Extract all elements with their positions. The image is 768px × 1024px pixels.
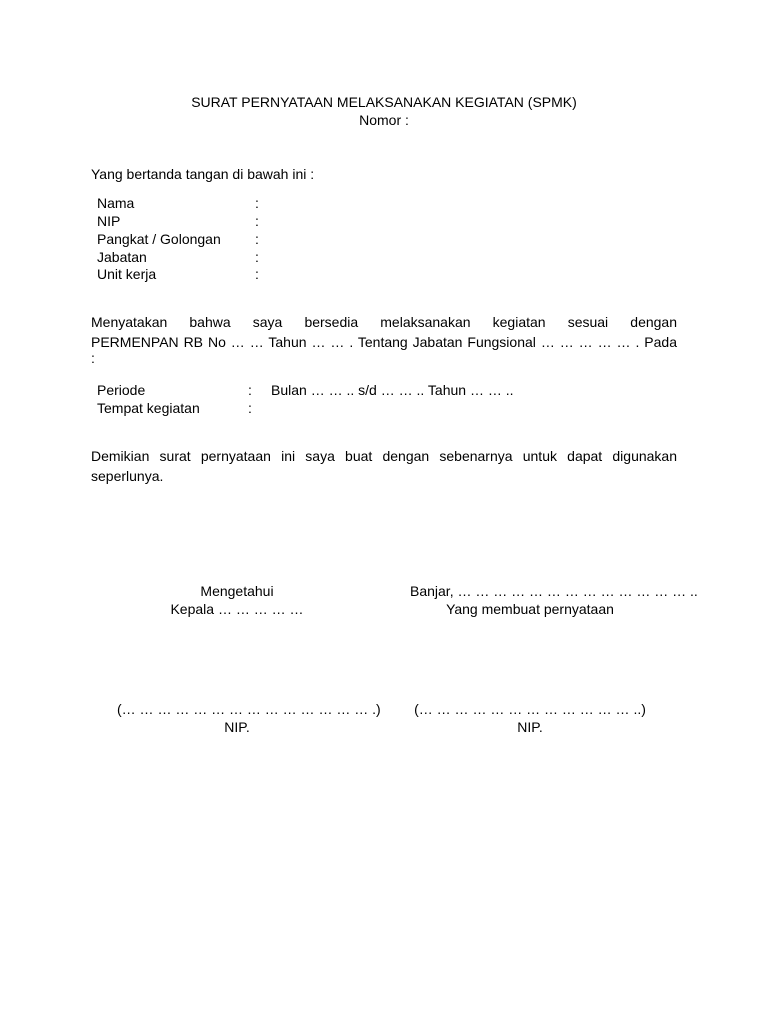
- field-label-unit-kerja: Unit kerja: [97, 266, 157, 282]
- statement-paragraph: [91, 312, 677, 364]
- field-colon: :: [255, 213, 259, 229]
- signature-left-name: (… … … … … … … … … … … … … … .): [117, 701, 381, 717]
- document-title: SURAT PERNYATAAN MELAKSANAKAN KEGIATAN (SPMK): [191, 94, 577, 110]
- signature-left-nip: NIP.: [224, 719, 250, 735]
- intro-text: Yang bertanda tangan di bawah ini :: [91, 166, 315, 182]
- field-label-nama: Nama: [97, 195, 135, 211]
- signature-left-heading: Mengetahui: [200, 583, 274, 599]
- field-colon: :: [255, 231, 259, 247]
- closing-paragraph: [91, 446, 677, 486]
- field-label-jabatan: Jabatan: [97, 249, 147, 265]
- field-colon: :: [248, 382, 252, 398]
- signature-left-position: Kepala … … … … …: [170, 601, 304, 617]
- field-colon: :: [248, 400, 252, 416]
- signature-right-position: Yang membuat pernyataan: [446, 601, 614, 617]
- field-label-nip: NIP: [97, 213, 121, 229]
- statement-line: :: [91, 350, 95, 366]
- field-label-tempat: Tempat kegiatan: [97, 400, 200, 416]
- statement-line: Menyatakan bahwa saya bersedia melaksanakan kegiatan sesuai dengan: [91, 314, 677, 330]
- document-number: Nomor :: [359, 112, 409, 128]
- field-colon: :: [255, 195, 259, 211]
- field-colon: :: [255, 249, 259, 265]
- statement-line: PERMENPAN RB No … … Tahun … … . Tentang Jabatan Fungsional … … … … … . Pada: [91, 334, 677, 350]
- field-label-pangkat: Pangkat / Golongan: [97, 231, 221, 247]
- field-label-periode: Periode: [97, 382, 146, 398]
- signature-right-nip: NIP.: [517, 719, 543, 735]
- closing-line: Demikian surat pernyataan ini saya buat dengan sebenarnya untuk dapat digunakan: [91, 448, 677, 464]
- signature-right-name: (… … … … … … … … … … … … ..): [414, 701, 646, 717]
- signature-right-place-date: Banjar, … … … … … … … … … … … … … ..: [410, 583, 698, 599]
- closing-line: seperlunya.: [91, 468, 164, 484]
- field-colon: :: [255, 266, 259, 282]
- field-value-periode: Bulan … … .. s/d … … .. Tahun … … ..: [271, 382, 514, 398]
